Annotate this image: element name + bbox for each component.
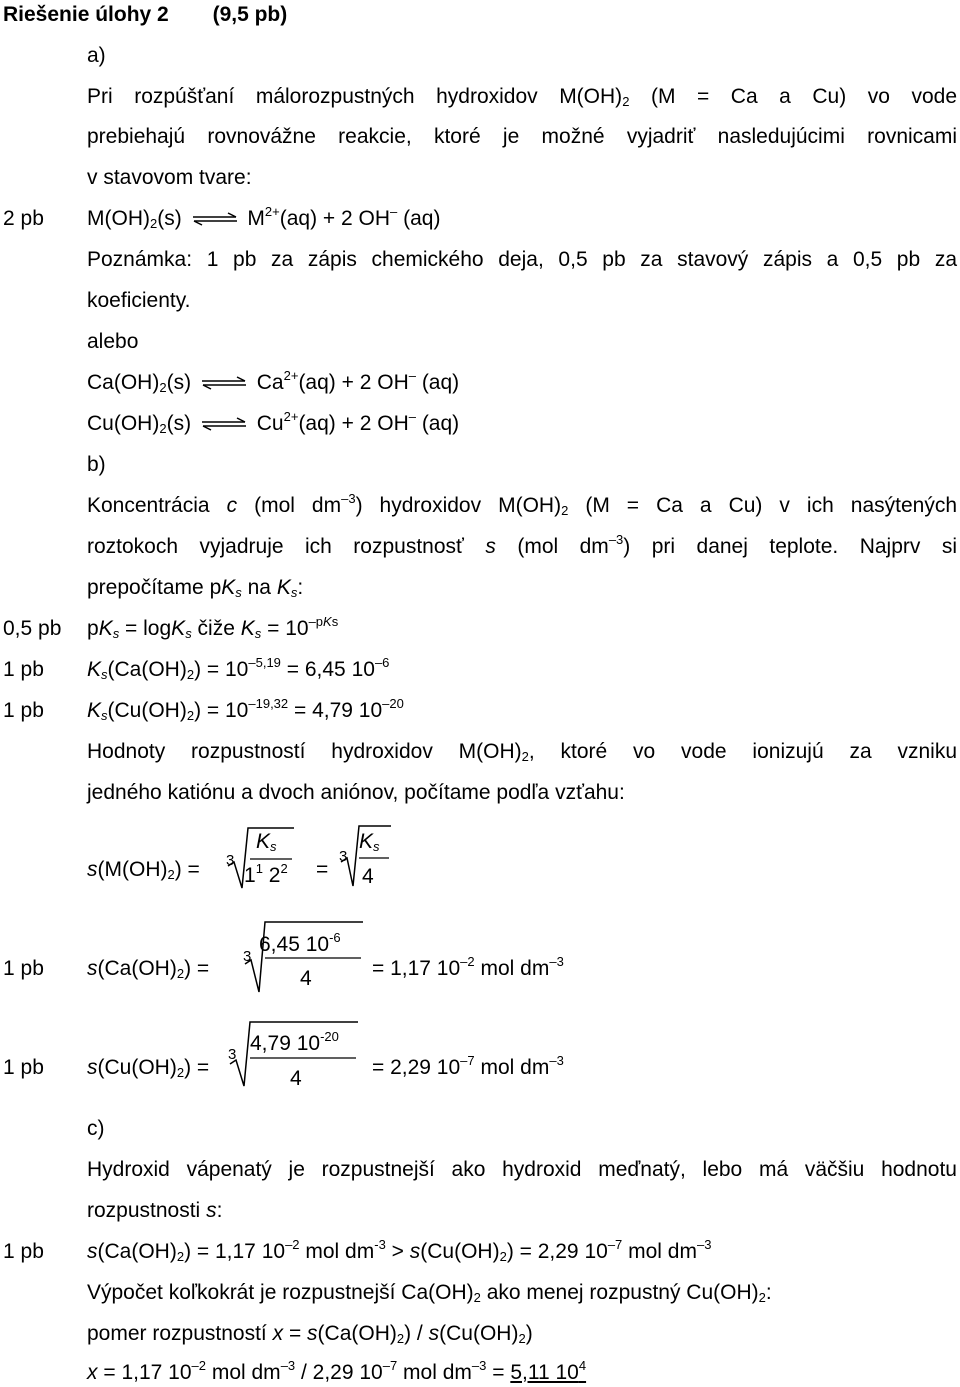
cmp-c: mol dm (305, 1240, 375, 1263)
equation-general: $M(OH)_2(s) M^{2+}(aq) + 2$ OH– (aq) (87, 204, 441, 231)
final-d: mol dm (403, 1361, 472, 1384)
cmp-b-exp: 2 (292, 1237, 300, 1252)
final-a-exp: 2 (198, 1358, 206, 1373)
ks-ca: (Ca(OH) (107, 658, 187, 681)
heading-title: Riešenie úlohy 2 (3, 3, 169, 26)
s-ca-num-exp: -6 (329, 930, 341, 945)
den-exp2: 2 (280, 861, 288, 876)
b-text: (mol dm (517, 535, 609, 558)
s-cu-result: = 2,29 $10^{-7}$ mol $dm^{-3}$ (372, 1053, 564, 1079)
hodnoty-line1: Hodnoty rozpustností hydroxidov $M(OH)_2$, ktoré vo vode ionizujú za vzniku (87, 740, 957, 764)
b-text: prepočítame p (87, 576, 222, 599)
cmp-g-exp: 3 (704, 1237, 712, 1252)
s-cu-num-val: 4,79 10 (250, 1032, 321, 1055)
pomer-text: pomer rozpustností (87, 1322, 267, 1345)
s-cu-num-exp: -20 (320, 1029, 339, 1044)
s-ca-res: = 1,17 10 (372, 957, 461, 980)
hodnoty-line2: jedného katiónu a dvoch aniónov, počítame podľa vzťahu: (87, 781, 625, 804)
heading-points: (9,5 pb) (212, 3, 288, 26)
pomer-c: ) / (404, 1322, 423, 1345)
hodnoty-text: , ktoré vo vode ionizujú za vzniku (528, 740, 957, 763)
b-text: Koncentrácia (87, 494, 210, 517)
equilibrium-arrow-icon (201, 376, 247, 390)
eq-cu-right: Cu (256, 412, 284, 435)
den1: 1 (244, 864, 256, 887)
formula-left-text: (M(OH) (97, 858, 168, 881)
s-cu-unit: mol dm (480, 1056, 550, 1079)
eq-cu-left: Cu(OH) (87, 412, 160, 435)
ks-cu-equation: $K_s(Cu(OH)_2) = 10^{-19,32} = 4,79$ $10^{-20}$ (87, 696, 404, 723)
final-result-val: 5,11 10 (510, 1361, 579, 1384)
root-index: 3 (339, 848, 348, 865)
solution-heading (3, 2, 287, 28)
points-s-cu: 1 pb (3, 1056, 44, 1079)
final-c-exp: 7 (389, 1358, 398, 1373)
final-e: = (492, 1361, 505, 1384)
intro-text: Pri rozpúšťaní málorozpustných hydroxidov M(OH) (87, 85, 623, 108)
alebo-text: alebo (87, 330, 139, 353)
equation-cu: $Cu(OH)_2(s) Cu^{2+}(aq) + 2$ OH– (aq) (87, 409, 460, 436)
equilibrium-arrow-icon (201, 417, 247, 431)
formula-left-b: ) = (174, 858, 200, 881)
b-text: (M = Ca a Cu) v ich nasýtených (585, 494, 957, 517)
eq-rest: (aq) + 2 OH (279, 207, 391, 230)
points-ks-cu: 1 pb (3, 699, 44, 722)
compare-line: $s(Ca(OH)_2) = 1,17$ $10^{-2}$ mol $dm^{-3} > s(Cu(OH)_2) = 2,29$ $10^{-7}$ mol $dm^{-3}$ (87, 1237, 712, 1264)
eq-end: (aq) (403, 207, 441, 230)
cmp-f-exp: 7 (615, 1237, 623, 1252)
hodnoty-text: Hodnoty rozpustností hydroxidov M(OH) (87, 740, 522, 763)
part-a-label: a) (87, 44, 106, 67)
part-c-line2: rozpustnosti s: (87, 1199, 223, 1222)
ks-cu: (Cu(OH) (107, 699, 187, 722)
part-b-line1: Koncentrácia c (mol $dm^{-3}$) hydroxidov $M(OH)_2$ (M = Ca a Cu) v ich nasýtených (87, 491, 957, 518)
final-a: = 1,17 10 (103, 1361, 192, 1384)
s-ca-result: = 1,17 $10^{-2}$ mol $dm^{-3}$ (372, 954, 564, 980)
pomer-line: pomer rozpustností $x = s(Ca(OH)_2) / s(Cu(OH)_2)$ (87, 1322, 533, 1346)
s-ca-unit: mol dm (480, 957, 550, 980)
part-b-label: b) (87, 453, 106, 476)
final-result-exp: 4 (578, 1358, 587, 1373)
s-cu-unit-exp: 3 (556, 1053, 564, 1068)
final-result (510, 1358, 587, 1384)
s-ca-left: $s(Ca(OH)_2)$ = (87, 957, 210, 981)
part-c-label: c) (87, 1117, 105, 1140)
s-ca-num (259, 932, 341, 958)
c-text: rozpustnosti (87, 1199, 201, 1222)
s-ca: (Ca(OH) (97, 957, 177, 980)
final-line: x = 1,17 $10^{-2}$ mol $dm^{-3} / 2,29$ $10^{-7}$ mol $dm^{-3} = 5,11$ $10^4$ (87, 1358, 587, 1384)
root-index: 3 (243, 948, 252, 965)
ks-cu-res: = 4,79 10 (294, 699, 383, 722)
pks-cize: čiže (197, 617, 235, 640)
ks-cu-exp: 19,32 (255, 696, 289, 711)
s-ca-res-exp: 2 (467, 954, 475, 969)
b-text: ) pri danej teplote. Najprv si (623, 535, 958, 558)
formula-den2: 4 (362, 865, 374, 888)
s-cu-b: ) = (184, 1056, 210, 1079)
part-a-intro-line2: prebiehajú rovnovážne reakcie, ktoré je možné vyjadriť nasledujúcimi rovnicami (87, 125, 957, 148)
part-c-line1: Hydroxid vápenatý je rozpustnejší ako hydroxid meďnatý, lebo má väčšiu hodnotu (87, 1158, 957, 1181)
final-b-exp: 3 (287, 1358, 296, 1373)
note-line1: Poznámka: 1 pb za zápis chemického deja, 0,5 pb za stavový zápis a 0,5 pb za (87, 248, 957, 271)
pks-equation: $pK_s = \log K_s$ čiže $K_s = 10^{-pKs}$ (87, 614, 339, 641)
part-b-line2: roztokoch vyjadruje ich rozpustnosť s (mol $dm^{-3}$) pri danej teplote. Najprv si (87, 532, 958, 558)
b-text: na (247, 576, 271, 599)
root-index: 3 (226, 852, 235, 869)
s-ca-den: 4 (300, 967, 312, 990)
ks-ca-res: = 6,45 10 (286, 658, 375, 681)
formula-num: $K_s$ (256, 830, 277, 854)
formula-eq: = (316, 858, 329, 881)
ks-ca-val: ) = 10 (194, 658, 249, 681)
final-b: mol dm (211, 1361, 281, 1384)
pks-val: = 10 (267, 617, 309, 640)
eq-ca-rest: (aq) + 2 OH (298, 371, 409, 394)
cmp-g: mol dm (628, 1240, 697, 1263)
pks-eq: = log (125, 617, 172, 640)
final-c: / 2,29 10 (301, 1361, 383, 1384)
formula-num2: $K_s$ (359, 830, 380, 854)
intro-text-b: (M = Ca a Cu) vo vode (650, 85, 957, 108)
s-cu-num (250, 1031, 339, 1057)
cmp-d: > (391, 1240, 404, 1263)
s-cu-den: 4 (290, 1067, 302, 1090)
cmp-c-exp: -3 (374, 1237, 386, 1252)
eq-ca-end: (aq) (421, 371, 460, 394)
den2: 2 (268, 864, 281, 887)
root-index: 3 (228, 1046, 237, 1063)
equilibrium-arrow-icon (192, 212, 238, 226)
points-ks-ca: 1 pb (3, 658, 44, 681)
formula-left: $s(M(OH)_2)$ = (87, 858, 200, 882)
note-line2: koeficienty. (87, 289, 191, 312)
s-cu-left: $s(Cu(OH)_2)$ = (87, 1056, 210, 1080)
formula-den (244, 863, 288, 889)
s-ca-b: ) = (184, 957, 210, 980)
vypocet-text: Výpočet koľkokrát je rozpustnejší Ca(OH) (87, 1281, 474, 1304)
s-cu-res: = 2,29 10 (372, 1056, 461, 1079)
cmp-e: (Cu(OH) (420, 1240, 500, 1263)
cmp-b: ) = 1,17 10 (184, 1240, 286, 1263)
cmp-a: (Ca(OH) (97, 1240, 177, 1263)
pomer-d: (Cu(OH) (439, 1322, 519, 1345)
final-d-exp: 3 (479, 1358, 487, 1373)
cmp-f: ) = 2,29 10 (506, 1240, 608, 1263)
points-eq-general: 2 pb (3, 207, 44, 230)
eq-right: M (247, 207, 265, 230)
equation-ca: $Ca(OH)_2(s) Ca^{2+}(aq) + 2$ OH– (aq) (87, 368, 460, 395)
eq-cu-end: (aq) (421, 412, 460, 435)
points-s-ca: 1 pb (3, 957, 44, 980)
part-a-intro-line1: Pri rozpúšťaní málorozpustných hydroxidov $M(OH)_2$ (M = Ca a Cu) vo vode (87, 85, 957, 109)
s-cu: (Cu(OH) (97, 1056, 177, 1079)
b-text: (mol dm (254, 494, 342, 517)
ks-cu-res-exp: 20 (389, 696, 404, 711)
part-a-intro-line3: v stavovom tvare: (87, 166, 252, 189)
vypocet-text-b: ako menej rozpustný Cu(OH) (486, 1281, 759, 1304)
b-text: ) hydroxidov M(OH) (355, 494, 562, 517)
b-text: roztokoch vyjadruje ich rozpustnosť (87, 535, 464, 558)
eq-left: M(OH) (87, 207, 150, 230)
eq-cu-rest: (aq) + 2 OH (298, 412, 409, 435)
ks-ca-res-exp: 6 (382, 655, 390, 670)
ks-ca-equation: $K_s(Ca(OH)_2) = 10^{-5,19} = 6,45$ $10^{-6}$ (87, 655, 390, 682)
den-exp1: 1 (255, 861, 263, 876)
s-ca-num-val: 6,45 10 (259, 933, 330, 956)
eq-ca-left: Ca(OH) (87, 371, 160, 394)
vypocet-line: Výpočet koľkokrát je rozpustnejší $Ca(OH)_2$ ako menej rozpustný $Cu(OH)_2$: (87, 1281, 772, 1305)
s-ca-unit-exp: 3 (556, 954, 564, 969)
points-compare: 1 pb (3, 1240, 44, 1263)
eq-ca-right: Ca (256, 371, 284, 394)
points-pks: 0,5 pb (3, 617, 62, 640)
ks-cu-val: ) = 10 (194, 699, 249, 722)
part-b-line3: prepočítame $pK_s$ na $K_s$: (87, 576, 304, 600)
ks-ca-exp: 5,19 (255, 655, 281, 670)
s-cu-res-exp: 7 (467, 1053, 475, 1068)
pomer-b: (Ca(OH) (317, 1322, 397, 1345)
